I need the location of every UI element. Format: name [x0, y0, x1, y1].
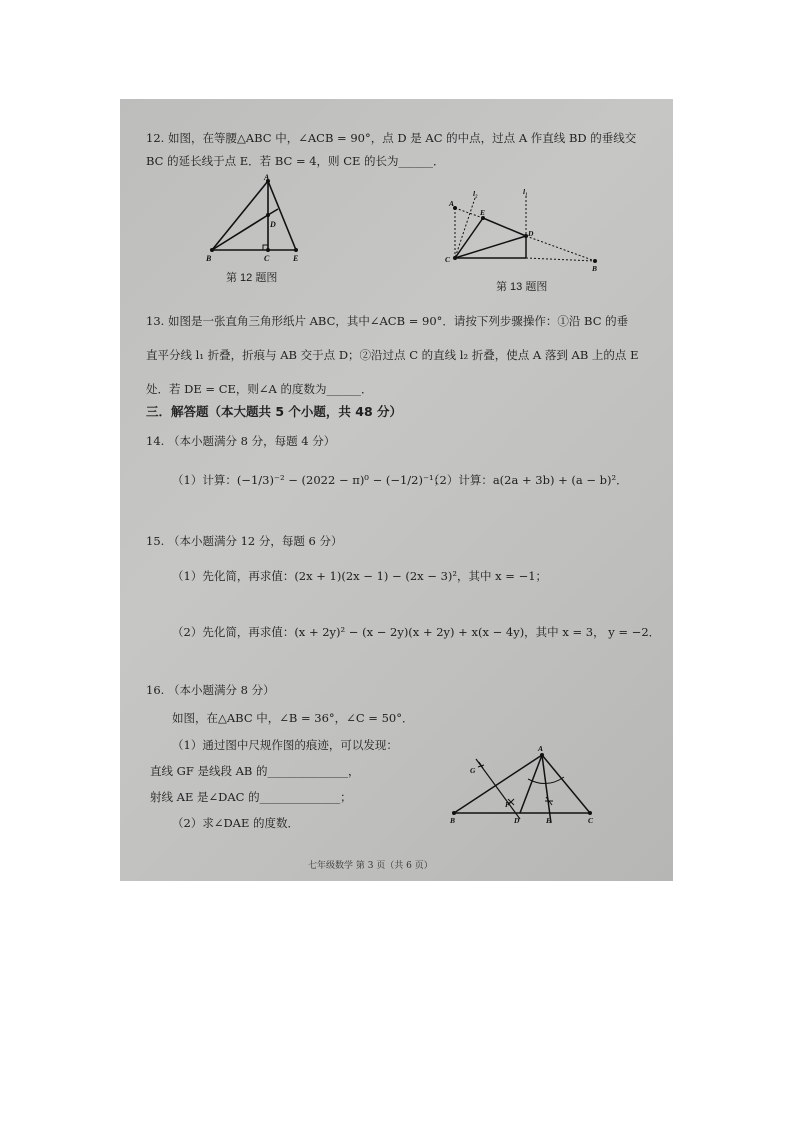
q12-line2: BC 的延长线于点 E．若 BC = 4，则 CE 的长为______． [146, 154, 445, 168]
q16-gf: 直线 GF 是线段 AB 的______________， [150, 764, 360, 778]
page-footer: 七年级数学 第 3 页（共 6 页） [308, 861, 433, 871]
q15-part2: （2）先化简，再求值：(x + 2y)² − (x − 2y)(x + 2y) + x(x − 4y)，其中 x = 3， y = −2． [172, 625, 661, 639]
fig16-label-f: F [505, 800, 511, 809]
fig16-label-e: E [546, 816, 552, 825]
fig13-label-c: C [445, 255, 451, 264]
figure-12 [200, 174, 315, 266]
fig13-label-l2: l₂ [473, 189, 478, 198]
fig13-label-e: E [480, 208, 486, 217]
fig13-label-b: B [592, 264, 598, 273]
exam-page [120, 99, 673, 881]
fig12-caption: 第 12 题图 [226, 272, 278, 284]
q14-part2: （2）计算：a(2a + 3b) + (a − b)²． [428, 473, 628, 487]
q15-header: 15. （本小题满分 12 分，每题 6 分） [146, 534, 343, 548]
fig16-label-g: G [470, 766, 476, 775]
q16-header: 16. （本小题满分 8 分） [146, 683, 275, 697]
fig12-label-a: A [264, 174, 270, 182]
q14-part1: （1）计算：(−1/3)⁻² − (2022 − π)⁰ − (−1/2)⁻¹； [172, 473, 446, 487]
q12-line1: 12. 如图，在等腰△ABC 中，∠ACB = 90°，点 D 是 AC 的中点，过点 A 作直线 BD 的垂线交 [146, 131, 637, 145]
fig12-label-d: D [270, 220, 276, 229]
fig13-label-d: D [528, 229, 534, 238]
section3-title: 三．解答题（本大题共 5 个小题，共 48 分） [146, 404, 403, 419]
fig12-label-b: B [206, 254, 212, 263]
fig13-label-l1: l₁ [523, 187, 528, 196]
fig16-label-a: A [538, 744, 544, 753]
q16-part2: （2）求∠DAE 的度数． [172, 816, 300, 830]
fig13-label-a: A [449, 199, 455, 208]
q16-intro: 如图，在△ABC 中，∠B = 36°，∠C = 50°． [172, 711, 414, 725]
fig16-label-c: C [588, 816, 594, 825]
fig16-label-b: B [450, 816, 456, 825]
figure-13 [445, 186, 605, 278]
q13-line2: 直平分线 l₁ 折叠，折痕与 AB 交于点 D；②沿过点 C 的直线 l₂ 折叠，使点 A 落到 AB 上的点 E [146, 348, 639, 362]
q15-part1: （1）先化简，再求值：(2x + 1)(2x − 1) − (2x − 3)²，其中 x = −1； [172, 569, 548, 583]
q16-part1: （1）通过图中尺规作图的痕迹，可以发现： [172, 738, 398, 752]
q13-line1: 13. 如图是一张直角三角形纸片 ABC，其中∠ACB = 90°．请按下列步骤操作：①沿 BC 的垂 [146, 314, 629, 328]
q14-header: 14. （本小题满分 8 分，每题 4 分） [146, 434, 336, 448]
fig12-label-e: E [293, 254, 299, 263]
figure-16 [448, 743, 598, 833]
q13-line3: 处．若 DE = CE，则∠A 的度数为______． [146, 382, 373, 396]
fig13-caption: 第 13 题图 [496, 281, 548, 293]
fig12-label-c: C [264, 254, 270, 263]
fig16-label-d: D [514, 816, 520, 825]
q16-ae: 射线 AE 是∠DAC 的______________； [150, 790, 352, 804]
